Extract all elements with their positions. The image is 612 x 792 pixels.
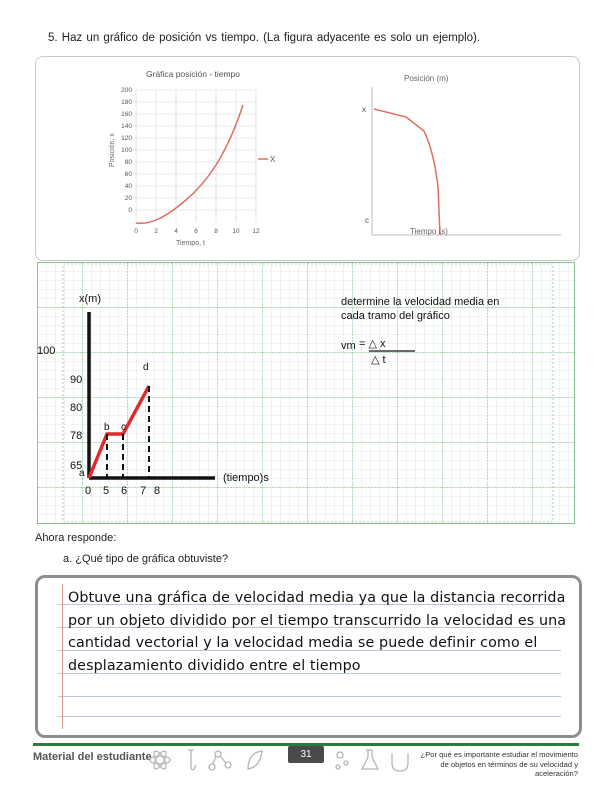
left-ytick: 40 <box>124 183 132 190</box>
left-xtick: 2 <box>154 228 158 235</box>
science-icons-right <box>330 745 416 775</box>
right-chart-ytop: x <box>362 105 366 114</box>
left-ytick: 80 <box>124 159 132 166</box>
sketch-note-line1: determine la velocidad media en <box>341 296 500 308</box>
left-ytick: 0 <box>128 207 132 214</box>
sketch-ytick: 100 <box>37 345 56 357</box>
left-chart-xlabel: Tiempo, t <box>176 240 205 247</box>
example-figure <box>35 56 580 261</box>
right-chart-curve <box>374 109 440 235</box>
footer-label: Material del estudiante <box>33 751 152 763</box>
left-xtick: 0 <box>134 228 138 235</box>
science-icons <box>148 745 278 775</box>
point-label: c <box>121 422 126 433</box>
sketch-xtick: 6 <box>121 485 128 497</box>
left-ytick: 120 <box>121 135 132 142</box>
flask-icon <box>362 750 378 769</box>
right-chart-ybottom: c <box>365 216 369 225</box>
responde-label: Ahora responde: <box>35 532 117 544</box>
sketch-ytick: 80 <box>70 402 83 414</box>
left-chart-grid <box>136 90 256 222</box>
sketch-note-line2: cada tramo del gráfico <box>341 310 450 322</box>
sketch-xtick: 0 <box>85 485 92 497</box>
point-label: d <box>143 362 149 373</box>
left-ytick: 140 <box>121 123 132 130</box>
sketch-ytick: 65 <box>70 460 83 472</box>
sketch-xlabel: (tiempo)s <box>223 472 269 484</box>
question-title: 5. Haz un gráfico de posición vs tiempo. (La figura adyacente es solo un ejemplo). <box>48 32 481 44</box>
formula-numerator: = △ x <box>359 338 386 350</box>
left-ytick: 200 <box>121 87 132 94</box>
magnet-icon <box>392 753 408 771</box>
left-xtick: 12 <box>252 228 260 235</box>
left-ytick: 160 <box>121 111 132 118</box>
grid-sketch <box>37 262 575 524</box>
molecule-icon <box>209 751 231 770</box>
right-chart-xlabel: Tiempo (s) <box>410 227 448 236</box>
sketch-xtick: 7 <box>140 485 147 497</box>
sketch-ylabel: x(m) <box>79 293 101 305</box>
left-chart-title: Gráfica posición - tiempo <box>146 69 241 79</box>
answer-text[interactable]: Obtuve una gráfica de velocidad media ya que la distancia recorrida por un objeto dividido por el tiempo transcurrido la velocidad es una cantidad vectorial y la velocidad media se puede definir como el desplazamiento dividido entre el tiempo <box>68 590 567 674</box>
leaf-icon <box>248 751 262 769</box>
atom-icon <box>150 749 170 770</box>
left-chart-yticks <box>121 87 132 214</box>
left-chart-curve <box>136 105 243 223</box>
left-ytick: 60 <box>124 171 132 178</box>
point-label: b <box>104 422 110 433</box>
left-xtick: 4 <box>174 228 178 235</box>
left-chart-xticks <box>134 228 260 235</box>
example-charts <box>36 57 579 260</box>
left-xtick: 10 <box>232 228 240 235</box>
test-tube-icon <box>188 750 196 770</box>
student-grid-drawing <box>37 262 575 524</box>
sketch-ytick: 90 <box>70 374 83 386</box>
left-ytick: 100 <box>121 147 132 154</box>
question-a: a. ¿Qué tipo de gráfica obtuviste? <box>63 553 229 565</box>
bubbles-icon <box>336 752 348 769</box>
formula-lhs: vm <box>341 340 356 352</box>
left-chart-legend: X <box>270 155 276 164</box>
left-ytick: 20 <box>124 195 132 202</box>
point-label: a <box>79 468 85 479</box>
answer-box[interactable] <box>35 575 582 738</box>
left-xtick: 8 <box>214 228 218 235</box>
page-number: 31 <box>288 746 324 763</box>
right-chart-ylabel: Posición (m) <box>404 74 449 83</box>
formula-denominator: △ t <box>371 354 386 366</box>
sketch-xtick: 5 <box>103 485 110 497</box>
left-chart-ylabel: Posición, x <box>109 133 116 167</box>
footer-question: ¿Por qué es importante estudiar el movimiento de objetos en términos de su velocidad y aceleración? <box>420 750 578 778</box>
left-ytick: 180 <box>121 99 132 106</box>
sketch-ytick: 78 <box>70 430 83 442</box>
sketch-xtick: 8 <box>154 485 161 497</box>
left-xtick: 6 <box>194 228 198 235</box>
